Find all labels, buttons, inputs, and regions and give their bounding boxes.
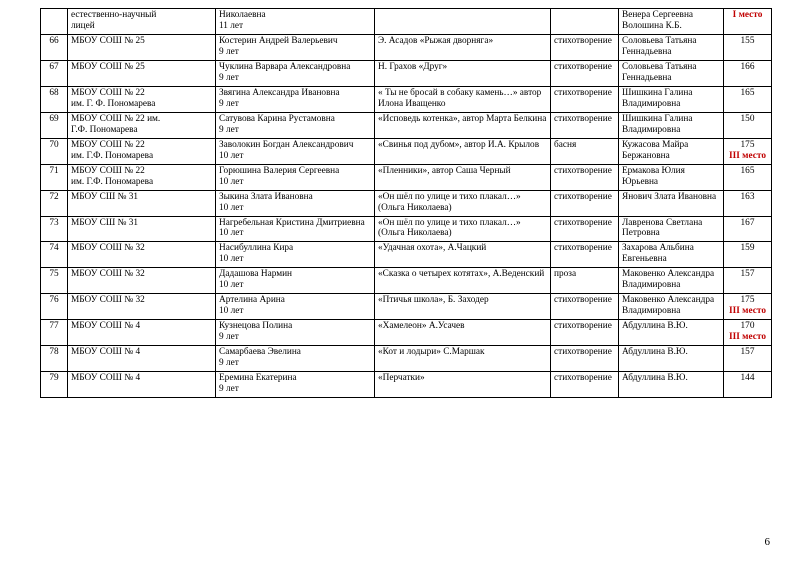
table-row (41, 268, 772, 294)
work-cell: «Хамелеон» А.Усачев (375, 320, 551, 346)
participant-age: 11 лет (219, 20, 244, 31)
school-line-1: МБОУ СШ № 31 (71, 217, 139, 228)
table-row (41, 34, 772, 60)
school-line-2: им. Г. Ф. Пономарева (71, 98, 156, 109)
teacher-cell: Янович Злата Ивановна (619, 190, 724, 216)
participant-name: Сатувова Карина Рустамовна (219, 113, 335, 124)
score-cell (724, 216, 772, 242)
score-cell (724, 112, 772, 138)
school-cell (68, 60, 216, 86)
participant-cell (216, 216, 375, 242)
teacher-cell: Соловьева Татьяна Геннадьевна (619, 60, 724, 86)
school-line-2: им. Г.Ф. Пономарева (71, 176, 154, 187)
school-line-1: естественно-научный (71, 10, 157, 20)
participant-name: Артелина Арина (219, 295, 285, 306)
work-cell: «Он шёл по улице и тихо плакал…» (Ольга Николаева) (375, 190, 551, 216)
work-cell: «Он шёл по улице и тихо плакал…» (Ольга Николаева) (375, 216, 551, 242)
score-value: 159 (740, 243, 755, 254)
participant-age: 9 лет (219, 332, 239, 343)
place-badge: III место (729, 306, 766, 317)
genre-cell: стихотворение (551, 346, 619, 372)
row-number: 72 (41, 190, 68, 216)
row-number: 78 (41, 346, 68, 372)
school-cell (68, 86, 216, 112)
score-cell (724, 294, 772, 320)
teacher-cell: Ермакова Юлия Юрьевна (619, 164, 724, 190)
participant-age: 9 лет (219, 98, 239, 109)
participant-cell (216, 268, 375, 294)
participant-age: 10 лет (219, 202, 244, 213)
school-line-2: Г.Ф. Пономарева (71, 124, 138, 135)
participant-cell (216, 34, 375, 60)
participant-name: Николаевна (219, 10, 266, 20)
genre-cell: стихотворение (551, 242, 619, 268)
genre-cell: стихотворение (551, 86, 619, 112)
score-value: 150 (740, 113, 755, 124)
participant-cell (216, 320, 375, 346)
row-number: 75 (41, 268, 68, 294)
work-cell: «Свинья под дубом», автор И.А. Крылов (375, 138, 551, 164)
table-row (41, 346, 772, 372)
table-row (41, 138, 772, 164)
genre-cell: стихотворение (551, 190, 619, 216)
participant-age: 9 лет (219, 358, 239, 369)
row-number: 73 (41, 216, 68, 242)
score-cell (724, 60, 772, 86)
table-row (41, 164, 772, 190)
school-cell (68, 190, 216, 216)
teacher-cell: Маковенко Александра Владимировна (619, 294, 724, 320)
teacher-cell: Захарова Альбина Евгеньевна (619, 242, 724, 268)
genre-cell (551, 9, 619, 35)
teacher-cell: Кужасова Майра Бержановна (619, 138, 724, 164)
score-value: 165 (740, 87, 755, 98)
school-line-1: МБОУ СОШ № 4 (71, 321, 141, 332)
participant-age: 10 лет (219, 306, 244, 317)
school-cell (68, 294, 216, 320)
participant-cell (216, 346, 375, 372)
teacher-cell: Абдуллина В.Ю. (619, 320, 724, 346)
school-line-1: МБОУ СОШ № 25 (71, 61, 145, 72)
teacher-cell: Шишкина Галина Владимировна (619, 86, 724, 112)
school-cell (68, 320, 216, 346)
school-cell (68, 34, 216, 60)
school-line-1: МБОУ СОШ № 4 (71, 373, 141, 384)
row-number: 69 (41, 112, 68, 138)
participant-age: 9 лет (219, 124, 239, 135)
school-line-1: МБОУ СОШ № 22 (71, 165, 145, 176)
school-line-1: МБОУ СОШ № 22 (71, 87, 145, 98)
genre-cell: стихотворение (551, 164, 619, 190)
score-cell (724, 164, 772, 190)
school-line-1: МБОУ СОШ № 32 (71, 243, 145, 254)
school-line-1: МБОУ СОШ № 4 (71, 347, 141, 358)
genre-cell: стихотворение (551, 294, 619, 320)
score-cell (724, 190, 772, 216)
school-line-1: МБОУ СОШ № 22 (71, 139, 145, 150)
participant-cell (216, 164, 375, 190)
row-number: 71 (41, 164, 68, 190)
score-value: 144 (740, 373, 755, 384)
row-number: 67 (41, 60, 68, 86)
teacher-cell: Лавренова Светлана Петровна (619, 216, 724, 242)
participant-cell (216, 86, 375, 112)
row-number (41, 9, 68, 35)
school-cell (68, 138, 216, 164)
page-number: 6 (764, 536, 770, 548)
school-line-2: им. Г.Ф. Пономарева (71, 150, 154, 161)
table-row (41, 242, 772, 268)
score-cell (724, 320, 772, 346)
participant-cell (216, 60, 375, 86)
genre-cell: стихотворение (551, 60, 619, 86)
place-badge: I место (732, 10, 763, 20)
school-line-1: МБОУ СШ № 31 (71, 191, 139, 202)
work-cell: «Кот и лодыри» С.Маршак (375, 346, 551, 372)
score-value: 157 (740, 269, 755, 280)
work-cell: «Птичья школа», Б. Заходер (375, 294, 551, 320)
table-row (41, 190, 772, 216)
row-number: 68 (41, 86, 68, 112)
work-cell: « Ты не бросай в собаку камень…» автор Илона Иващенко (375, 86, 551, 112)
teacher-cell: Маковенко Александра Владимировна (619, 268, 724, 294)
place-badge: III место (729, 150, 766, 161)
participant-name: Костерин Андрей Валерьевич (219, 35, 338, 46)
participant-age: 10 лет (219, 254, 244, 265)
school-cell (68, 112, 216, 138)
score-cell (724, 242, 772, 268)
participant-name: Горюшина Валерия Сергеевна (219, 165, 340, 176)
participant-name: Чуклина Варвара Александровна (219, 61, 351, 72)
participant-cell (216, 112, 375, 138)
score-cell (724, 138, 772, 164)
score-value: 163 (740, 191, 755, 202)
score-value: 167 (740, 217, 755, 228)
score-value: 175 (740, 295, 755, 306)
participant-age: 10 лет (219, 280, 244, 291)
score-value: 175 (740, 139, 755, 150)
table-row (41, 112, 772, 138)
teacher-cell: Соловьева Татьяна Геннадьевна (619, 34, 724, 60)
work-cell: «Сказка о четырех котятах», А.Веденский (375, 268, 551, 294)
work-cell (375, 9, 551, 35)
table-row (41, 9, 772, 35)
genre-cell: стихотворение (551, 34, 619, 60)
row-number: 66 (41, 34, 68, 60)
work-cell: «Пленники», автор Саша Черный (375, 164, 551, 190)
score-cell (724, 372, 772, 398)
table-row (41, 86, 772, 112)
score-value: 170 (740, 321, 755, 332)
results-table-body (41, 9, 772, 398)
row-number: 74 (41, 242, 68, 268)
school-cell (68, 346, 216, 372)
teacher-cell: Шишкина Галина Владимировна (619, 112, 724, 138)
work-cell: Э. Асадов «Рыжая дворняга» (375, 34, 551, 60)
results-table (40, 8, 772, 398)
table-row (41, 216, 772, 242)
score-cell (724, 34, 772, 60)
row-number: 76 (41, 294, 68, 320)
participant-age: 10 лет (219, 176, 244, 187)
school-line-2: лицей (71, 20, 95, 31)
table-row (41, 294, 772, 320)
participant-age: 9 лет (219, 46, 239, 57)
score-value: 166 (740, 61, 755, 72)
participant-name: Кузнецова Полина (219, 321, 293, 332)
participant-cell (216, 294, 375, 320)
genre-cell: басня (551, 138, 619, 164)
participant-name: Самарбаева Эвелина (219, 347, 301, 358)
school-cell (68, 268, 216, 294)
school-line-1: МБОУ СОШ № 32 (71, 295, 145, 306)
participant-name: Звягина Александра Ивановна (219, 87, 340, 98)
participant-cell (216, 138, 375, 164)
participant-cell (216, 9, 375, 35)
genre-cell: стихотворение (551, 216, 619, 242)
participant-name: Заволокин Богдан Александрович (219, 139, 354, 150)
table-row (41, 320, 772, 346)
genre-cell: проза (551, 268, 619, 294)
participant-cell (216, 242, 375, 268)
score-cell (724, 346, 772, 372)
school-cell (68, 9, 216, 35)
genre-cell: стихотворение (551, 320, 619, 346)
score-value: 157 (740, 347, 755, 358)
participant-age: 9 лет (219, 72, 239, 83)
participant-age: 9 лет (219, 384, 239, 395)
participant-name: Нагребельная Кристина Дмитриевна 10 лет (219, 217, 365, 239)
work-cell: «Удачная охота», А.Чацкий (375, 242, 551, 268)
school-cell (68, 164, 216, 190)
score-cell (724, 86, 772, 112)
score-cell (724, 268, 772, 294)
teacher-cell: Венера Сергеевна Волошина К.Б. (619, 9, 724, 35)
genre-cell: стихотворение (551, 372, 619, 398)
row-number: 70 (41, 138, 68, 164)
participant-name: Насибуллина Кира (219, 243, 294, 254)
row-number: 77 (41, 320, 68, 346)
school-cell (68, 216, 216, 242)
place-badge: III место (729, 332, 766, 343)
school-cell (68, 372, 216, 398)
teacher-cell: Абдуллина В.Ю. (619, 372, 724, 398)
participant-age: 10 лет (219, 150, 244, 161)
school-line-1: МБОУ СОШ № 25 (71, 35, 145, 46)
participant-cell (216, 190, 375, 216)
score-value: 155 (740, 35, 755, 46)
work-cell: Н. Грахов «Друг» (375, 60, 551, 86)
school-line-1: МБОУ СОШ № 22 им. (71, 113, 161, 124)
school-line-1: МБОУ СОШ № 32 (71, 269, 145, 280)
participant-name: Дадашова Нармин (219, 269, 293, 280)
participant-name: Зыкина Злата Ивановна (219, 191, 313, 202)
table-row (41, 372, 772, 398)
score-value: 165 (740, 165, 755, 176)
score-cell (724, 9, 772, 35)
row-number: 79 (41, 372, 68, 398)
teacher-cell: Абдуллина В.Ю. (619, 346, 724, 372)
work-cell: «Исповедь котенка», автор Марта Белкина (375, 112, 551, 138)
genre-cell: стихотворение (551, 112, 619, 138)
participant-name: Еремина Екатерина (219, 373, 297, 384)
participant-cell (216, 372, 375, 398)
table-row (41, 60, 772, 86)
school-cell (68, 242, 216, 268)
work-cell: «Перчатки» (375, 372, 551, 398)
